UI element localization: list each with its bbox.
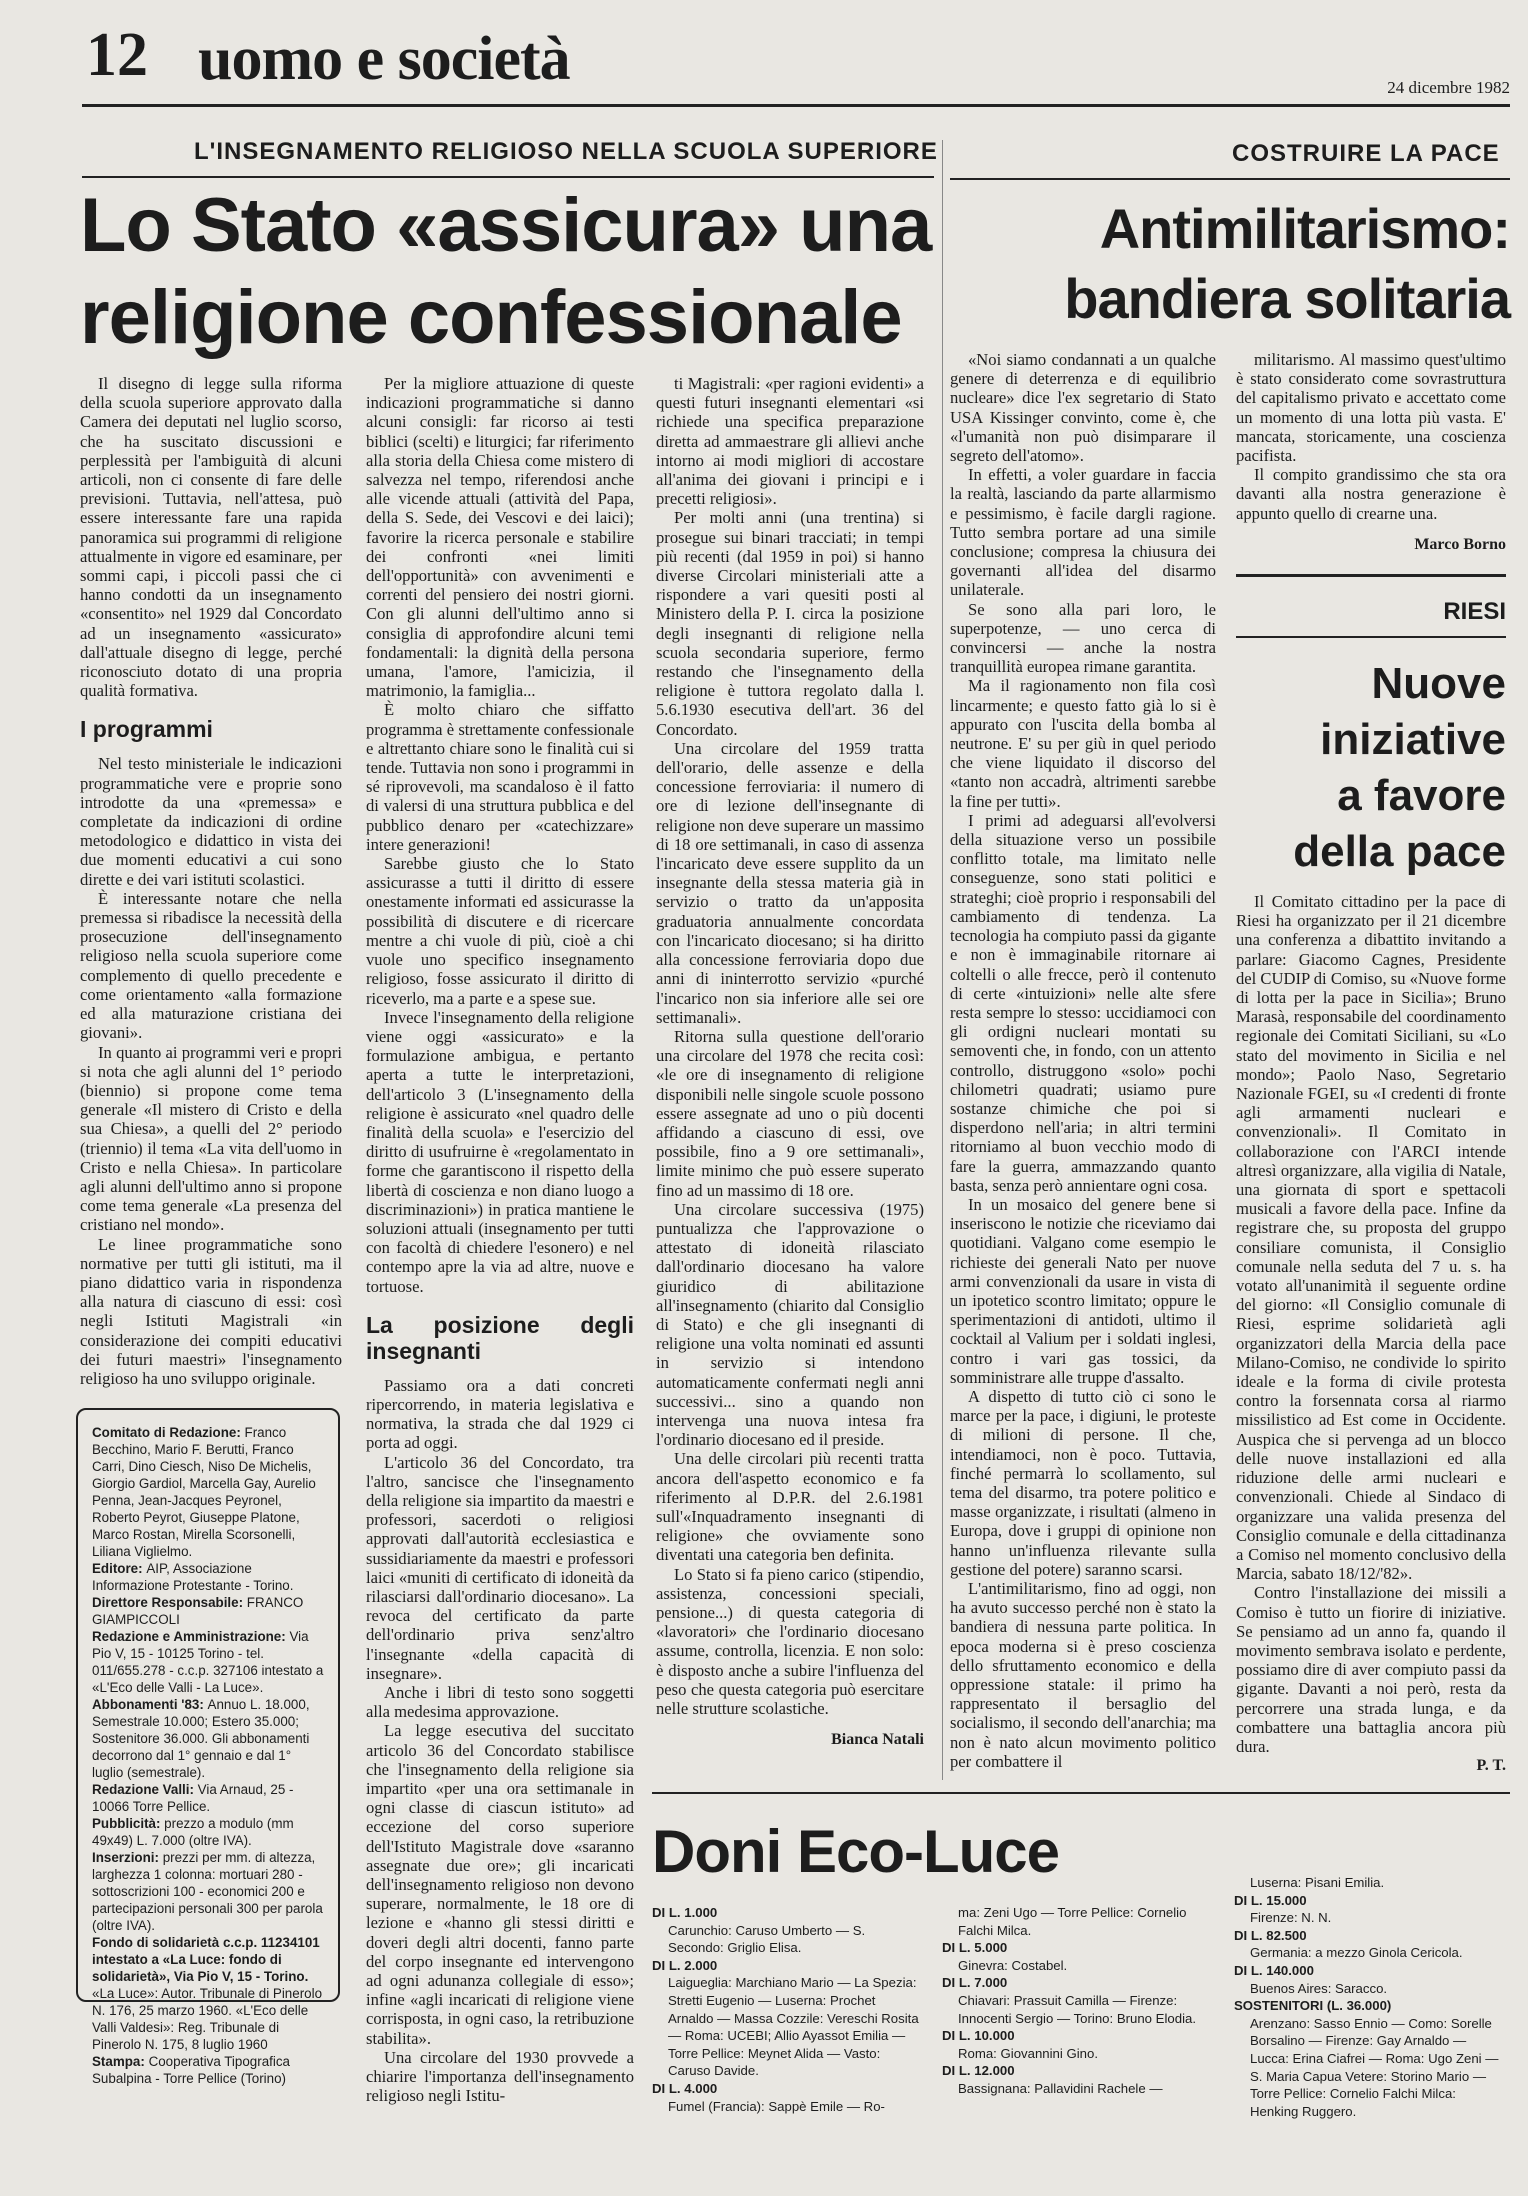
donation-amount: DI L. 10.000: [942, 2028, 1015, 2044]
paragraph: Ma il ragionamento non fila così lincarmente; e questo fatto già lo si è appurato con l'uscita della bomba al neutrone. E' su per giù in quel periodo che viene liquidato il discorso del «tanto non accadrà, altrimenti sarebbe la fine per tutti».: [950, 676, 1216, 811]
donation-amount: DI L. 2.000: [652, 1957, 718, 1973]
paragraph: Una delle circolari più recenti tratta ancora dell'aspetto economico e fa riferimento al D.P.R. del 2.6.1981 sull'«Inquadramento insegnanti di religione» che ovviamente sono diventati una categoria ben definita.: [656, 1449, 924, 1565]
paragraph: È molto chiaro che siffatto programma è strettamente confessionale e altrettanto chiare sono le finalità cui si tende. Tuttavia non sono i programmi in sé riprovevoli, ma scandaloso è il fatto di valersi di una struttura pubblica e del pubblico denaro per «catechizzare» intere generazioni!: [366, 700, 634, 854]
paragraph: Se sono alla pari loro, le superpotenze, — uno cerca di convincersi — anche la nostra tranquillità europea rimane garantita.: [950, 599, 1216, 677]
doni-top-rule: [652, 1792, 1510, 1794]
paragraph: Contro l'installazione dei missili a Comiso è tutto un fiorire di iniziative. Se pensiamo ad un anno fa, quando il movimento sembrava isolato e perdente, possiamo dire di aver compiuto passi da gigante. Davanti a noi però, resta da percorrere una strada lunga, e da combattere una battaglia ancora più dura.: [1236, 1583, 1506, 1756]
donation-amount: DI L. 140.000: [1234, 1962, 1314, 1978]
colophon-label: Stampa:: [92, 2054, 149, 2069]
donation-donors: ma: Zeni Ugo — Torre Pellice: Cornelio Falchi Milca.: [958, 1905, 1187, 1938]
colophon-text: Annuo L. 18.000, Semestrale 10.000; Estero 35.000; Sostenitore 36.000. Gli abbonamenti decorrono dal 1° gennaio e dal 1° luglio (semestrale).: [92, 1697, 310, 1780]
colophon-text: AIP, Associazione Informazione Protestante - Torino.: [92, 1561, 294, 1593]
paragraph: In un mosaico del genere bene si inseriscono le notizie che riceviamo dai quotidiani. Valgano come esempio le richieste dei generali Nato per nuove armi convenzionali da usare in vista di un ipotetico scontro limitato; oppure le sperimentazioni di antidoti, ultimo il cocktail al Valium per i soldati inglesi, contro i vari gas tossici, da somministrare alle truppe d'assalto.: [950, 1194, 1216, 1387]
donation-amount: DI L. 15.000: [1234, 1892, 1307, 1908]
colophon-entry: [92, 1781, 324, 1815]
paragraph: Una circolare del 1959 tratta dell'orario, delle assenze e della concessione ferroviaria: il numero di ore di lezione dell'insegnante di religione non deve superare un massimo di 18 ore settimanali, in caso di assenza l'incaricato deve essere supplito da un insegnante della stessa materia già in servizio o tratto da un'apposita graduatoria annualmente concordata con l'incaricato diocesano; si ha diritto alla concessione ferroviaria dopo due anni di ininterrotto servizio «purché l'incarico non sia inferiore alle sei ore settimanali».: [656, 738, 924, 1027]
colophon-label: Pubblicità:: [92, 1816, 165, 1831]
paragraph: L'antimilitarismo, fino ad oggi, non ha avuto successo perché non è stato la bandiera di nessuna parte politica. In epoca moderna si è preso coscienza dello sfruttamento economico e della oppressione statale: il primo ha rappresentato il bersaglio del socialismo, il secondo dell'anarchia; ma non è nato alcun movimento politico per combattere il: [950, 1579, 1216, 1771]
riesi-headline-line: della pace: [1293, 827, 1506, 876]
colophon-label: Editore:: [92, 1561, 147, 1576]
riesi-headline-line: Nuove: [1371, 659, 1506, 708]
riesi-headline-line: a favore: [1337, 771, 1506, 820]
colophon-label: Direttore Responsabile:: [92, 1595, 247, 1610]
colophon-label: Comitato di Redazione:: [92, 1425, 245, 1440]
kicker-underline: [82, 176, 934, 178]
colophon-label: Redazione e Amministrazione:: [92, 1629, 290, 1644]
paragraph: Anche i libri di testo sono soggetti alla medesima approvazione.: [366, 1683, 634, 1722]
doni-col3: [1234, 1874, 1506, 2144]
page-number: 12: [86, 21, 148, 89]
donation-donors: Luserna: Pisani Emilia.: [1250, 1875, 1385, 1890]
donation-amount: DI L. 5.000: [942, 1940, 1008, 1956]
peace-kicker-underline: [950, 178, 1510, 180]
colophon-label: Redazione Valli:: [92, 1782, 198, 1797]
colophon-entry: [92, 1849, 324, 1934]
paragraph: Invece l'insegnamento della religione viene oggi «assicurato» e la formulazione ambigua, e pertanto aperta a tutte le interpretazioni, dell'articolo 3 (L'insegnamento della religione è assicurato «nel quadro delle finalità della scuola» e l'esercizio del diritto di usufruirne è «regolamentato in forme che garantiscono il rispetto della libertà di coscienza e non diano luogo a discriminazioni») in pratica mantiene le soluzioni attuali (insegnamento per tutti con facoltà di chiedere l'esonero) e nel contempo apre la via ad altre, nuove e tortuose.: [366, 1007, 634, 1296]
paragraph: Passiamo ora a dati concreti ripercorrendo, in materia legislativa e normativa, la strada che dal 1929 ci porta ad oggi.: [366, 1375, 634, 1453]
doni-title: Doni Eco-Luce: [652, 1818, 1060, 1885]
colophon-entry: [92, 1560, 324, 1594]
colophon-text: Via Pio V, 15 - 10125 Torino - tel. 011/655.278 - c.c.p. 327106 intestato a «L'Eco delle Valli - La Luce».: [92, 1629, 324, 1695]
donation-amount: DI L. 4.000: [652, 2080, 718, 2096]
peace-headline-line1: Antimilitarismo:: [1099, 197, 1510, 260]
colophon-label: Fondo di solidarietà c.c.p. 11234101 intestato a «La Luce: fondo di solidarietà», Via Pio V, 15 - Torino.: [92, 1935, 320, 1984]
paragraph: Il compito grandissimo che sta ora davanti alla nostra generazione è appunto quello di crearne una.: [1236, 465, 1506, 523]
paragraph: Per la migliore attuazione di queste indicazioni programmatiche si danno alcuni consigli: far ricorso ai testi biblici (scelti) e liturgici; far riferimento alla storia della Chiesa come mistero di salvezza nel tempo, riferendosi anche alle vicende attuali (attività del Papa, della S. Sede, dei Vescovi e dei laici); favorire la ricerca personale e stabilire dei confronti «nei limiti dell'opportunità» con avvenimenti e correnti del pensiero dei nostri giorni. Con gli alunni dell'ultimo anno si consiglia di approfondire alcuni temi fondamentali: la dignità della persona umana, l'amore, l'amicizia, il matrimonio, la famiglia...: [366, 374, 634, 701]
colophon-label: Abbonamenti '83:: [92, 1697, 208, 1712]
paragraph: La legge esecutiva del succitato articolo 36 del Concordato stabilisce che l'insegnamento della religione sia impartito «per una ora settimanale in ogni classe di ciascun istituto» ad eccezione del corso superiore dell'Istituto Magistrale dove «saranno assegnate due ore»; gli incaricati dell'insegnamento religioso non devono superare, normalmente, le 18 ore di lezione e «hanno gli stessi diritti e doveri degli altri docenti, fanno parte del corpo insegnante ed intervengono ad ogni adunanza collegiale di esso»; infine «agli incaricati di religione viene corrisposta, in ogni caso, la retribuzione stabilita».: [366, 1721, 634, 2048]
donation-donors: Bassignana: Pallavidini Rachele —: [958, 2080, 1163, 2096]
paragraph: Una circolare successiva (1975) puntualizza che l'approvazione o attestato di idoneità rilasciato dall'ordinario diocesano ha valore giuridico di abilitazione all'insegnamento (chiarito dal Consiglio di Stato) e che gli insegnanti di religione una volta nominati ed assunti in servizio si intendono automaticamente confermati negli anni successivi... sino a quando non intervenga una nuova intesa fra l'ordinario diocesano ed il preside.: [656, 1199, 924, 1450]
donation-amount: DI L. 12.000: [942, 2063, 1015, 2079]
colophon-entry: [92, 1594, 324, 1628]
colophon-entry: [92, 1424, 324, 1560]
paragraph: A dispetto di tutto ciò ci sono le marce per la pace, i digiuni, le proteste di milioni di persone. Il che, intendiamoci, non è poco. Tuttavia, finché permarrà lo scollamento, sul tema del disarmo, tra potere politico e masse organizzate, i risultati (almeno in Europa, dove i gruppi di opinione non hanno un'influenza rilevante sulla gestione del potere) saranno scarsi.: [950, 1386, 1216, 1579]
donation-amount: DI L. 7.000: [942, 1975, 1008, 1991]
colophon-text: Franco Becchino, Mario F. Berutti, Franco Carri, Dino Ciesch, Niso De Michelis, Giorgio Gardiol, Marcella Gay, Aurelio Penna, Jean-Jacques Peyronel, Roberto Peyrot, Giuseppe Platone, Marco Rostan, Mirella Scorsonelli, Liliana Viglielmo.: [92, 1425, 316, 1559]
colophon-entry: [92, 1696, 324, 1781]
paragraph: Lo Stato si fa pieno carico (stipendio, assistenza, concessioni speciali, pensione...) di questa categoria di «lavoratori» che l'ordinario diocesano assume, controlla, licenzia. E non solo: è disposto anche a subire l'influenza del peso che questa categoria può esercitare nelle strutture scolastiche.: [656, 1564, 924, 1719]
paragraph: Nel testo ministeriale le indicazioni programmatiche vere e proprie sono introdotte da una «premessa» e completate da indicazioni di ordine metodologico e didattico in vista dei due momenti educativi a cui sono dirette e dei vari istituti scolastici.: [80, 754, 342, 889]
riesi-kicker-rule: [1236, 636, 1506, 638]
main-article-col2: [366, 374, 634, 2106]
colophon-text: prezzo a modulo (mm 49x49) L. 7.000 (oltre IVA).: [92, 1816, 294, 1848]
paragraph: È interessante notare che nella premessa si ribadisce la necessità della prosecuzione dell'insegnamento religioso nella scuola superiore come complemento di quello precedente e come orientamento «alla formazione ed alla maturazione cristiana dei giovani».: [80, 888, 342, 1043]
main-article-col3: [656, 374, 924, 1774]
colophon-text: Via Arnaud, 25 - 10066 Torre Pellice.: [92, 1782, 294, 1814]
paragraph: ti Magistrali: «per ragioni evidenti» a questi futuri insegnanti elementari «si richiede una specifica preparazione diretta ad ammaestrare gli allievi anche intorno ai modi migliori di accostare all'anima dei giovani i principi e i precetti religiosi».: [656, 374, 924, 509]
masthead-rule: [82, 104, 1510, 107]
doni-col2: [942, 1904, 1212, 2144]
main-article-col1: [80, 374, 342, 1388]
donation-donors: Arenzano: Sasso Ennio — Como: Sorelle Borsalino — Firenze: Gay Arnaldo — Lucca: Erina Ciafrei — Roma: Ugo Zeni — S. Maria Capua Vetere: Storino Mario — Torre Pellice: Cornelio Falchi Milca: Henking Ruggero.: [1250, 2015, 1499, 2119]
paragraph: «Noi siamo condannati a un qualche genere di deterrenza e di equilibrio nucleare» dice l'ex segretario di Stato USA Kissinger convinto, come è, che «l'umanità non può disimparare il segreto dell'atomo».: [950, 350, 1216, 466]
riesi-top-rule: [1236, 574, 1506, 577]
colophon-text: prezzi per mm. di altezza, larghezza 1 colonna: mortuari 280 - sottoscrizioni 100 - economici 200 e partecipazioni personali 300 per parola (oltre IVA).: [92, 1850, 323, 1933]
colophon-text: «La Luce»: Autor. Tribunale di Pinerolo N. 176, 25 marzo 1960. «L'Eco delle Valli Valdesi»: Reg. Tribunale di Pinerolo N. 175, 8 luglio 1960: [92, 1986, 323, 2052]
main-headline-line2: religione confessionale: [80, 275, 902, 360]
paragraph: Il disegno di legge sulla riforma della scuola superiore approvato dalla Camera dei deputati nel luglio scorso, che ha suscitato discussioni e perplessità per l'ambiguità di alcuni articoli, non ci consente di fare delle previsioni. Tuttavia, nell'attesa, può essere interessante fare una rapida panoramica sui programmi di religione attualmente in vigore ed esaminare, per sommi capi, i piccoli passi che ci hanno condotti da un insegnamento «consentito» nel 1929 dal Concordato ad un insegnamento «assicurato» dall'attuale disegno di legge, perché riconosciuto dotato di una propria qualità formativa.: [80, 374, 342, 701]
paragraph: Una circolare del 1930 provvede a chiarire l'importanza dell'insegnamento religioso negli Istitu-: [366, 2047, 634, 2106]
donation-amount: DI L. 82.500: [1234, 1927, 1307, 1943]
riesi-article-body: [1236, 892, 1506, 1782]
paragraph: Sarebbe giusto che lo Stato assicurasse a tutti il diritto di essere onestamente informati ed assicurasse la possibilità di discutere e di ricercare mentre a chi vuole di più, cioè a chi vuole uno specifico insegnamento religioso, fosse assicurato il diritto di riceverlo, ma a parte e a spese sue.: [366, 854, 634, 1008]
section-title: uomo e società: [198, 25, 570, 93]
donation-donors: Carunchio: Caruso Umberto — S. Secondo: Griglio Elisa.: [668, 1922, 866, 1956]
paragraph: Ritorna sulla questione dell'orario una circolare del 1978 che recita così: «le ore di insegnamento di religione disponibili nelle singole scuole possono essere assegnate ad uno o più docenti affidando a ciascuno di essi, ove possibile, fino a 9 ore settimanali», limite minimo che può essere superato fino ad un massimo di 18 ore.: [656, 1026, 924, 1200]
colophon-entry: [92, 1815, 324, 1849]
colophon-text: FRANCO GIAMPICCOLI: [92, 1595, 304, 1627]
riesi-headline-line: iniziative: [1320, 715, 1506, 764]
paragraph: militarismo. Al massimo quest'ultimo è stato considerato come sovrastruttura del capitalismo privato e accettato come un momento di una lotta più vasta. E' mancata, storicamente, una coscienza pacifista.: [1236, 350, 1506, 466]
doni-col1: [652, 1904, 922, 2144]
peace-headline-line2: bandiera solitaria: [1064, 267, 1510, 330]
donation-donors: Ginevra: Costabel.: [958, 1957, 1068, 1973]
main-article-kicker: L'INSEGNAMENTO RELIGIOSO NELLA SCUOLA SUPERIORE: [194, 138, 938, 165]
paragraph: Per molti anni (una trentina) si prosegue sui binari tracciati; in tempi più recenti (dal 1959 in poi) si hanno diverse Circolari ministeriali atte a rispondere a vari quesiti posti al Ministero della P. I. circa la posizione degli insegnanti di religione nella scuola secondaria superiore, fermo restando che l'insegnamento della religione è tuttora regolato dalla l. 5.6.1930 esecutiva dell'art. 36 del Concordato.: [656, 508, 924, 739]
colophon-text: Cooperativa Tipografica Subalpina - Torre Pellice (Torino): [92, 2054, 290, 2086]
donation-donors: Firenze: N. N.: [1250, 1910, 1332, 1926]
donation-donors: Roma: Giovannini Gino.: [958, 2045, 1099, 2061]
colophon-entry: [92, 2053, 324, 2087]
donation-amount: SOSTENITORI (L. 36.000): [1234, 1998, 1392, 2014]
colophon-entry: [92, 1934, 324, 2053]
paragraph: L'articolo 36 del Concordato, tra l'altro, sancisce che l'insegnamento della religione sia impartito da maestri e professori, sacerdoti o religiosi approvati dall'autorità ecclesiastica e sussidiariamente da maestri e professori laici «muniti di certificato di idoneità da rilasciarsi dall'ordinario diocesano». La revoca del certificato da parte dell'ordinario priva senz'altro l'insegnante «della capacità di insegnare».: [366, 1452, 634, 1683]
paragraph: Le linee programmatiche sono normative per tutti gli istituti, ma il piano didattico varia in rispondenza alla natura di ciascuno di essi: così negli Istituti Magistrali «in considerazione dei compiti educativi dei futuri maestri» l'insegnamento religioso ha uno sviluppo originale.: [80, 1234, 342, 1388]
column-divider: [942, 140, 943, 1780]
paragraph: Il Comitato cittadino per la pace di Riesi ha organizzato per il 21 dicembre una conferenza a dibattito invitando a parlare: Giacomo Cagnes, Presidente del CUDIP di Comiso, su «Nuove forme di lotta per la pace in Sicilia»; Bruno Marasà, responsabile del coordinamento regionale dei Comitati Siciliani, su «Lo stato del movimento in Sicilia e nel mondo»; Paolo Naso, Segretario Nazionale FGEI, su «I credenti di fronte agli armamenti nucleari e convenzionali». Il Comitato in collaborazione con l'ARCI intende altresì organizzare, alla vigilia di Natale, una giornata di sport e spettacoli musicali a favore della pace. Infine da registrare che, su proposta del gruppo consiliare comunista, il Consiglio comunale nella seduta del 7 u. s. ha votato all'unanimità il seguente ordine del giorno: «Il Consiglio comunale di Riesi, esprime solidarietà agli organizzatori della Marcia della pace Milano-Comiso, ne condivide lo spirito ideale e la forma di civile protesta contro la forsennata corsa al riarmo missilistico ad Est come in Occidente. Auspica che si pervenga ad un blocco delle nuove installazioni ed alla riduzione delle armi nucleari e convenzionali. Chiede al Sindaco di organizzare una valida presenza del Consiglio comunale e della cittadinanza a Comiso nel momento conclusivo della Marcia, sabato 18/12/'82».: [1236, 892, 1506, 1584]
subheading-insegnanti: La posizione degli insegnanti: [366, 1311, 634, 1364]
riesi-headline: [1236, 656, 1506, 880]
donation-donors: Germania: a mezzo Ginola Cericola.: [1250, 1945, 1463, 1961]
donation-donors: Fumel (Francia): Sappè Emile — Ro-: [668, 2098, 885, 2114]
paragraph: In quanto ai programmi veri e propri si nota che agli alunni del 1° periodo (biennio) si propone come tema generale «Il mistero di Cristo e della sua Chiesa», a quelli del 2° periodo (triennio) il tema «La vita dell'uomo in Cristo e nella Chiesa». In particolare agli alunni dell'ultimo anno si propone come tema generale «La presenza del cristiano nel mondo».: [80, 1042, 342, 1235]
peace-article-author: Marco Borno: [1414, 535, 1506, 553]
peace-article-col2: [1236, 350, 1506, 560]
subheading-programmi: I programmi: [80, 716, 213, 743]
donation-donors: Laigueglia: Marchiano Mario — La Spezia: Stretti Eugenio — Luserna: Prochet Arnaldo — Massa Cozzile: Vereschi Rosita — Roma: UCEBI; Allio Ayassot Emilia — Torre Pellice: Meynet Alida — Vasto: Caruso Davide.: [668, 1975, 919, 2079]
peace-article-col1: [950, 350, 1216, 1780]
main-headline-line1: Lo Stato «assicura» una: [80, 183, 932, 268]
colophon-entry: [92, 1628, 324, 1696]
colophon-box: [76, 1408, 340, 2086]
peace-article-kicker: COSTRUIRE LA PACE: [1232, 140, 1500, 167]
issue-date: 24 dicembre 1982: [1387, 78, 1510, 97]
colophon-label: Inserzioni:: [92, 1850, 163, 1865]
donation-amount: DI L. 1.000: [652, 1905, 718, 1920]
main-article-author: Bianca Natali: [831, 1731, 924, 1749]
donation-donors: Chiavari: Prassuit Camilla — Firenze: Innocenti Sergio — Torino: Bruno Elodia.: [958, 1992, 1197, 2026]
paragraph: In effetti, a voler guardare in faccia la realtà, lasciando da parte allarmismo e pessimismo, è facile dargli ragione. Tutto sembra portare ad una simile conclusione; compresa la chiusura dei governanti all'idea del disarmo unilaterale.: [950, 465, 1216, 600]
riesi-article-author: P. T.: [1476, 1757, 1506, 1775]
donation-donors: Buenos Aires: Saracco.: [1250, 1980, 1388, 1996]
paragraph: I primi ad adeguarsi all'evolversi della situazione verso un possibile conflitto totale, ma limitato nelle conseguenze, sono stati politici e strateghi; cioè proprio i responsabili del cambiamento di tendenza. La tecnologia ha compiuto passi da gigante e non è immaginabile ritornare ai coltelli o alle frecce, però il contenuto di certe «intuizioni» nelle alte sfere resta sempre lo stesso: uccidiamoci con gli ordigni nucleari montati su semoventi che, in fondo, con un attento controllo, distruggono «solo» pochi chilometri quadrati; usiamo pure sostanze chimiche che poi si disperdono nell'aria; in altri termini ritorniamo al buon vecchio modo di fare la guerra, ammazzando quanto basta, senza però annientare ogni cosa.: [950, 810, 1216, 1195]
riesi-kicker: RIESI: [1443, 598, 1506, 625]
